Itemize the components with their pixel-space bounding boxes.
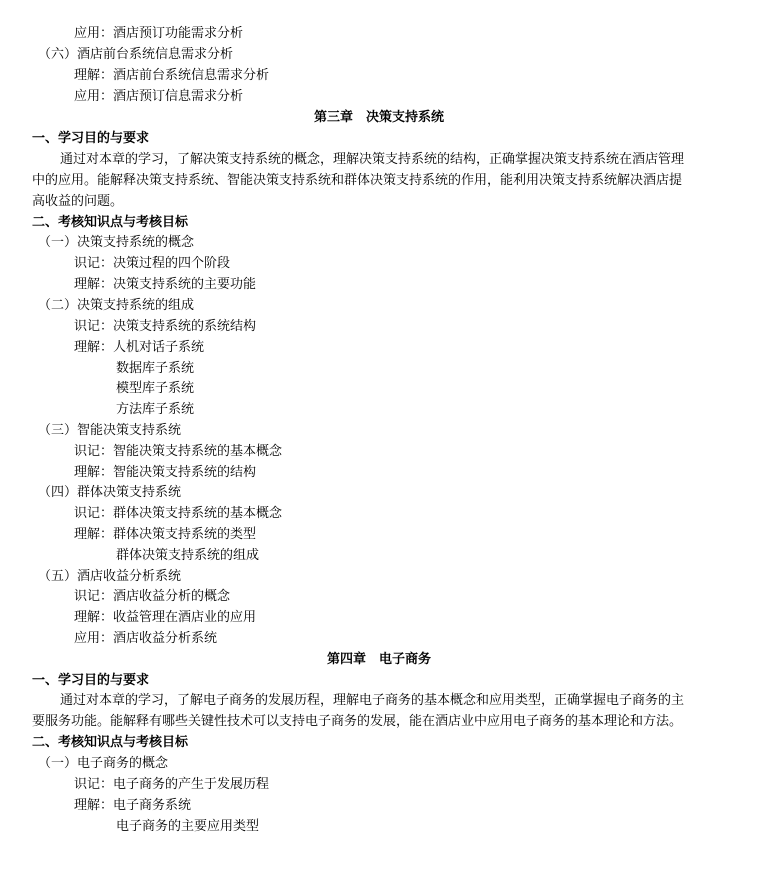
section-heading: （一）电子商务的概念 [38, 756, 169, 771]
text-line: 理解：酒店前台系统信息需求分析 [74, 68, 270, 83]
text-line: 电子商务的主要应用类型 [116, 819, 260, 834]
text-line: 识记：群体决策支持系统的基本概念 [74, 506, 283, 521]
text-line: 模型库子系统 [116, 381, 195, 396]
paragraph-line: 通过对本章的学习，了解决策支持系统的概念，理解决策支持系统的结构，正确掌握决策支持系统在酒店管理 [60, 152, 685, 167]
bold-heading: 二、考核知识点与考核目标 [32, 215, 189, 230]
text-line: 识记：智能决策支持系统的基本概念 [74, 444, 283, 459]
text-line: 理解：智能决策支持系统的结构 [74, 465, 257, 480]
section-heading: （三）智能决策支持系统 [38, 423, 182, 438]
bold-heading: 一、学习目的与要求 [32, 131, 150, 146]
text-line: 应用：酒店预订信息需求分析 [74, 89, 244, 104]
text-line: 识记：酒店收益分析的概念 [74, 589, 231, 604]
chapter-title: 第三章 决策支持系统 [313, 110, 444, 125]
paragraph-line: 中的应用。能解释决策支持系统、智能决策支持系统和群体决策支持系统的作用，能利用决策支持系统解决酒店提 [32, 173, 683, 188]
paragraph-line: 要服务功能。能解释有哪些关键性技术可以支持电子商务的发展，能在酒店业中应用电子商务的基本理论和方法。 [32, 714, 683, 729]
text-line: 理解：人机对话子系统 [74, 340, 205, 355]
text-line: 数据库子系统 [116, 361, 195, 376]
text-line: 应用：酒店收益分析系统 [74, 631, 218, 646]
paragraph-line: 通过对本章的学习，了解电子商务的发展历程，理解电子商务的基本概念和应用类型，正确掌握电子商务的主 [60, 693, 685, 708]
paragraph-line: 高收益的问题。 [32, 194, 124, 209]
chapter-title: 第四章 电子商务 [326, 652, 431, 667]
text-line: 识记：决策支持系统的系统结构 [74, 319, 257, 334]
text-line: 理解：电子商务系统 [74, 798, 192, 813]
text-line: 识记：决策过程的四个阶段 [74, 256, 231, 271]
section-heading: （四）群体决策支持系统 [38, 485, 182, 500]
text-line: 方法库子系统 [116, 402, 195, 417]
bold-heading: 二、考核知识点与考核目标 [32, 735, 189, 750]
text-line: 应用：酒店预订功能需求分析 [74, 26, 244, 41]
text-line: 理解：收益管理在酒店业的应用 [74, 610, 257, 625]
text-line: 理解：群体决策支持系统的类型 [74, 527, 257, 542]
text-line: 识记：电子商务的产生于发展历程 [74, 777, 270, 792]
section-heading: （二）决策支持系统的组成 [38, 298, 195, 313]
section-heading: （五）酒店收益分析系统 [38, 569, 182, 584]
text-line: 群体决策支持系统的组成 [116, 548, 260, 563]
section-heading: （六）酒店前台系统信息需求分析 [38, 47, 234, 62]
text-line: 理解：决策支持系统的主要功能 [74, 277, 257, 292]
section-heading: （一）决策支持系统的概念 [38, 235, 195, 250]
bold-heading: 一、学习目的与要求 [32, 673, 150, 688]
